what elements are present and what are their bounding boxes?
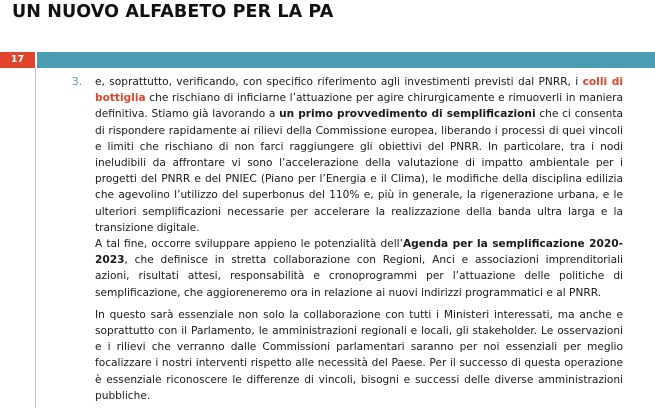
bold-agenda-title: Agenda per la semplificazione 2020-2023: [95, 238, 623, 267]
text-run: A tal fine, occorre sviluppare appieno le potenzialità dell’: [95, 238, 403, 251]
page-number-badge: 17: [0, 52, 35, 68]
bold-first-measure: un primo provvedimento di semplificazioni: [279, 108, 536, 121]
text-run: , che definisce in stretta collaborazione con Regioni, Anci e associazioni imprenditoriali azioni, risultati attesi, responsabilità e cronoprogrammi per l’attuazione delle politiche di semplificazione, che aggioreneremo ora in relazione ai nuovi indirizzi programmatici e al PNRR.: [95, 254, 623, 299]
accent-bar: [37, 52, 655, 68]
body-text: [72, 74, 623, 404]
text-run: e, soprattutto, verificando, con specifico riferimento agli investimenti previsti dal PNRR, i: [95, 76, 583, 88]
paragraph-1: [72, 74, 623, 236]
page-title: UN NUOVO ALFABETO PER LA PA: [12, 2, 334, 22]
highlight-bottlenecks: colli di bottiglia: [95, 76, 623, 105]
paragraph-3: In questo sarà essenziale non solo la collaborazione con tutti i Ministeri interessati, ma anche e soprattutto con il Parlamento, le amministrazioni regionali e locali, gli stakeholder. Le osservazioni e i rilievi che verranno dalle Commissioni parlamentari saranno per noi essenziali per meglio focalizzare i nostri interventi rispetto alle necessità del Paese. Per il successo di questa operazione è essenziale riconoscere le differenze di vincoli, bisogni e successi delle diverse amministrazioni pubbliche.: [95, 308, 623, 402]
list-item-number: 3.: [72, 76, 83, 88]
text-run: che ci consenta di rispondere rapidamente ai rilievi della Commissione europea, liberando i processi di quei vincoli e limiti che rischiano di non farci raggiungere gli obiettivi del PNRR. In particolare, tra i nodi ineludibili da affrontare vi sono l’accelerazione della valutazione di impatto ambientale per i progetti del PNRR e del PNIEC (Piano per l’Energia e il Clima), le modifiche della disciplina edilizia che agevolino l’utilizzo del superbonus del 110% e, più in generale, la rigenerazione urbana, e le ulteriori semplificazioni necessarie per accelerare la realizzazione della banda ultra larga e la transizione digitale.: [95, 108, 623, 234]
margin-rule: [35, 68, 36, 408]
header-bar: [0, 52, 655, 68]
paragraph-2: [95, 236, 623, 301]
text-run: che rischiano di inficiarne l’attuazione per agire chirurgicamente e rimuoverli in maniera definitiva. Stiamo già lavorando a: [95, 92, 623, 121]
